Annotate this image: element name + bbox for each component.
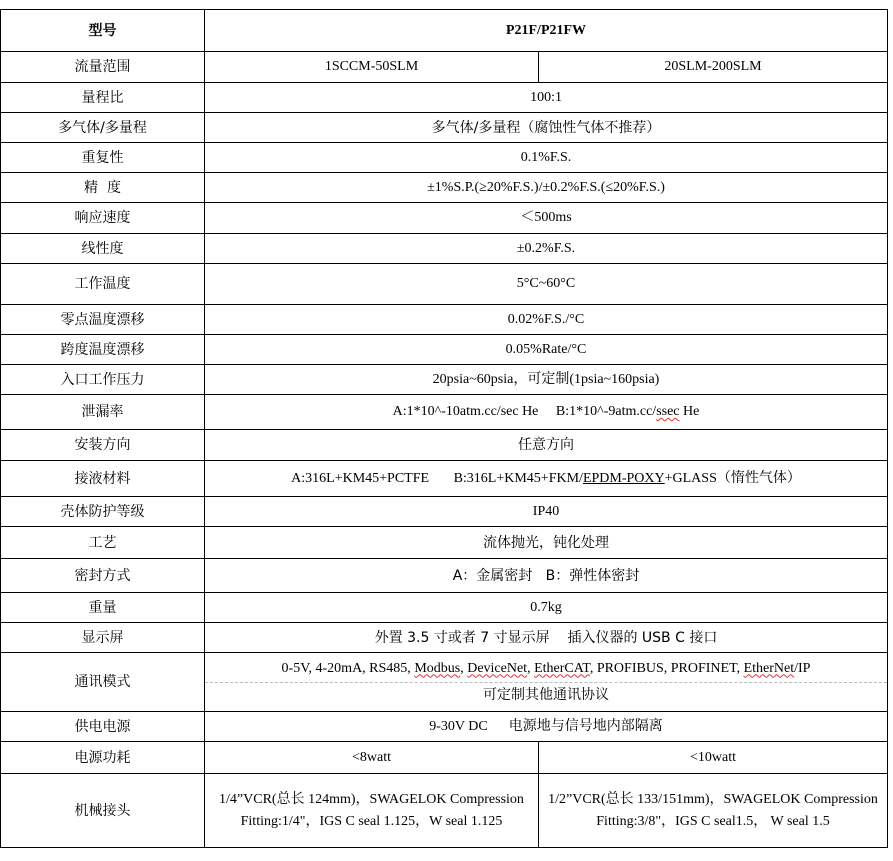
table-row [1,305,888,335]
row-label: 量程比 [1,83,205,113]
header-model-value: P21F/P21FW [205,10,888,52]
table-row [1,774,888,848]
row-label: 接液材料 [1,461,205,497]
leak-rate-b: B:1*10^-9atm.cc/ [555,404,657,419]
comm-text: , [527,660,535,676]
table-row [1,593,888,623]
comm-modbus: Modbus [414,660,461,676]
wetted-b-underlined: EPDM-POXY [582,470,665,486]
row-label: 泄漏率 [1,395,205,430]
row-label: 通讯模式 [1,653,205,712]
row-value [205,653,888,712]
leak-rate-b-end: He [679,404,700,419]
row-value: 外置 3.5 寸或者 7 寸显示屏 插入仪器的 USB C 接口 [205,623,888,653]
row-value: 9-30V DC 电源地与信号地内部隔离 [205,712,888,742]
table-row [1,461,888,497]
power-consumption-right: <10watt [539,742,888,774]
fitting-right: 1/2”VCR(总长 133/151mm)，SWAGELOK Compression Fitting:3/8"，IGS C seal1.5， W seal 1.5 [539,774,888,848]
header-label: 型号 [1,10,205,52]
row-label: 供电电源 [1,712,205,742]
row-label: 跨度温度漂移 [1,335,205,365]
row-value: 多气体/多量程（腐蚀性气体不推荐） [205,113,888,143]
row-label: 安装方向 [1,430,205,461]
row-value: 0.05%Rate/°C [205,335,888,365]
row-label: 显示屏 [1,623,205,653]
table-row [1,203,888,234]
table-row [1,113,888,143]
table-row [1,173,888,203]
row-value: 0.7kg [205,593,888,623]
table-row [1,742,888,774]
flow-range-right: 20SLM-200SLM [539,52,888,83]
comm-divider [205,682,887,683]
row-value: 0.02%F.S./°C [205,305,888,335]
row-value: IP40 [205,497,888,527]
wetted-a: A:316L+KM45+PCTFE [291,470,430,486]
row-label: 机械接头 [1,774,205,848]
table-row [1,83,888,113]
row-label: 多气体/多量程 [1,113,205,143]
flow-range-left: 1SCCM-50SLM [205,52,539,83]
comm-ethernet: EtherNet [743,660,795,676]
row-label: 壳体防护等级 [1,497,205,527]
row-value: 5°C~60°C [205,264,888,305]
row-value: ±1%S.P.(≥20%F.S.)/±0.2%F.S.(≤20%F.S.) [205,173,888,203]
wetted-b-end: +GLASS（惰性气体） [664,470,801,486]
row-label: 流量范围 [1,52,205,83]
leak-rate-a: A:1*10^-10atm.cc/sec He [392,404,539,419]
table-row [1,527,888,559]
row-value: A：金属密封 B：弹性体密封 [205,559,888,593]
row-value [205,395,888,430]
table-row [1,497,888,527]
table-row [1,559,888,593]
table-row [1,335,888,365]
row-value: 20psia~60psia，可定制(1psia~160psia) [205,365,888,395]
comm-ethercat: EtherCAT [534,660,590,676]
comm-devicenet: DeviceNet [467,660,528,676]
wetted-b: B:316L+KM45+FKM/ [453,470,583,486]
table-row [1,430,888,461]
table-row [1,143,888,173]
table-row [1,395,888,430]
row-label: 重复性 [1,143,205,173]
row-label: 工作温度 [1,264,205,305]
row-label: 精 度 [1,173,205,203]
table-row [1,653,888,712]
row-label: 入口工作压力 [1,365,205,395]
table-row [1,712,888,742]
row-label: 响应速度 [1,203,205,234]
table-row-header [1,10,888,52]
comm-text: , PROFIBUS, PROFINET, [589,660,744,676]
comm-custom-line: 可定制其他通讯协议 [483,687,609,703]
row-value: ＜500ms [205,203,888,234]
row-value: 流体抛光，钝化处理 [205,527,888,559]
row-label: 工艺 [1,527,205,559]
row-label: 零点温度漂移 [1,305,205,335]
comm-text: /IP [794,660,811,676]
power-consumption-left: <8watt [205,742,539,774]
row-label: 线性度 [1,234,205,264]
spec-table [0,9,888,848]
comm-protocols-line [205,658,887,680]
table-row [1,365,888,395]
table-row [1,52,888,83]
fitting-left: 1/4”VCR(总长 124mm)，SWAGELOK Compression Fitting:1/4"，IGS C seal 1.125，W seal 1.125 [205,774,539,848]
leak-rate-b-squiggle: ssec [656,404,680,419]
row-value [205,461,888,497]
table-row [1,234,888,264]
row-value: 0.1%F.S. [205,143,888,173]
table-row [1,264,888,305]
table-row [1,623,888,653]
row-value: 任意方向 [205,430,888,461]
row-value: 100:1 [205,83,888,113]
row-label: 电源功耗 [1,742,205,774]
comm-text: 0-5V, 4-20mA, RS485, [281,660,415,676]
comm-text: , [460,660,468,676]
row-value: ±0.2%F.S. [205,234,888,264]
row-label: 重量 [1,593,205,623]
row-label: 密封方式 [1,559,205,593]
